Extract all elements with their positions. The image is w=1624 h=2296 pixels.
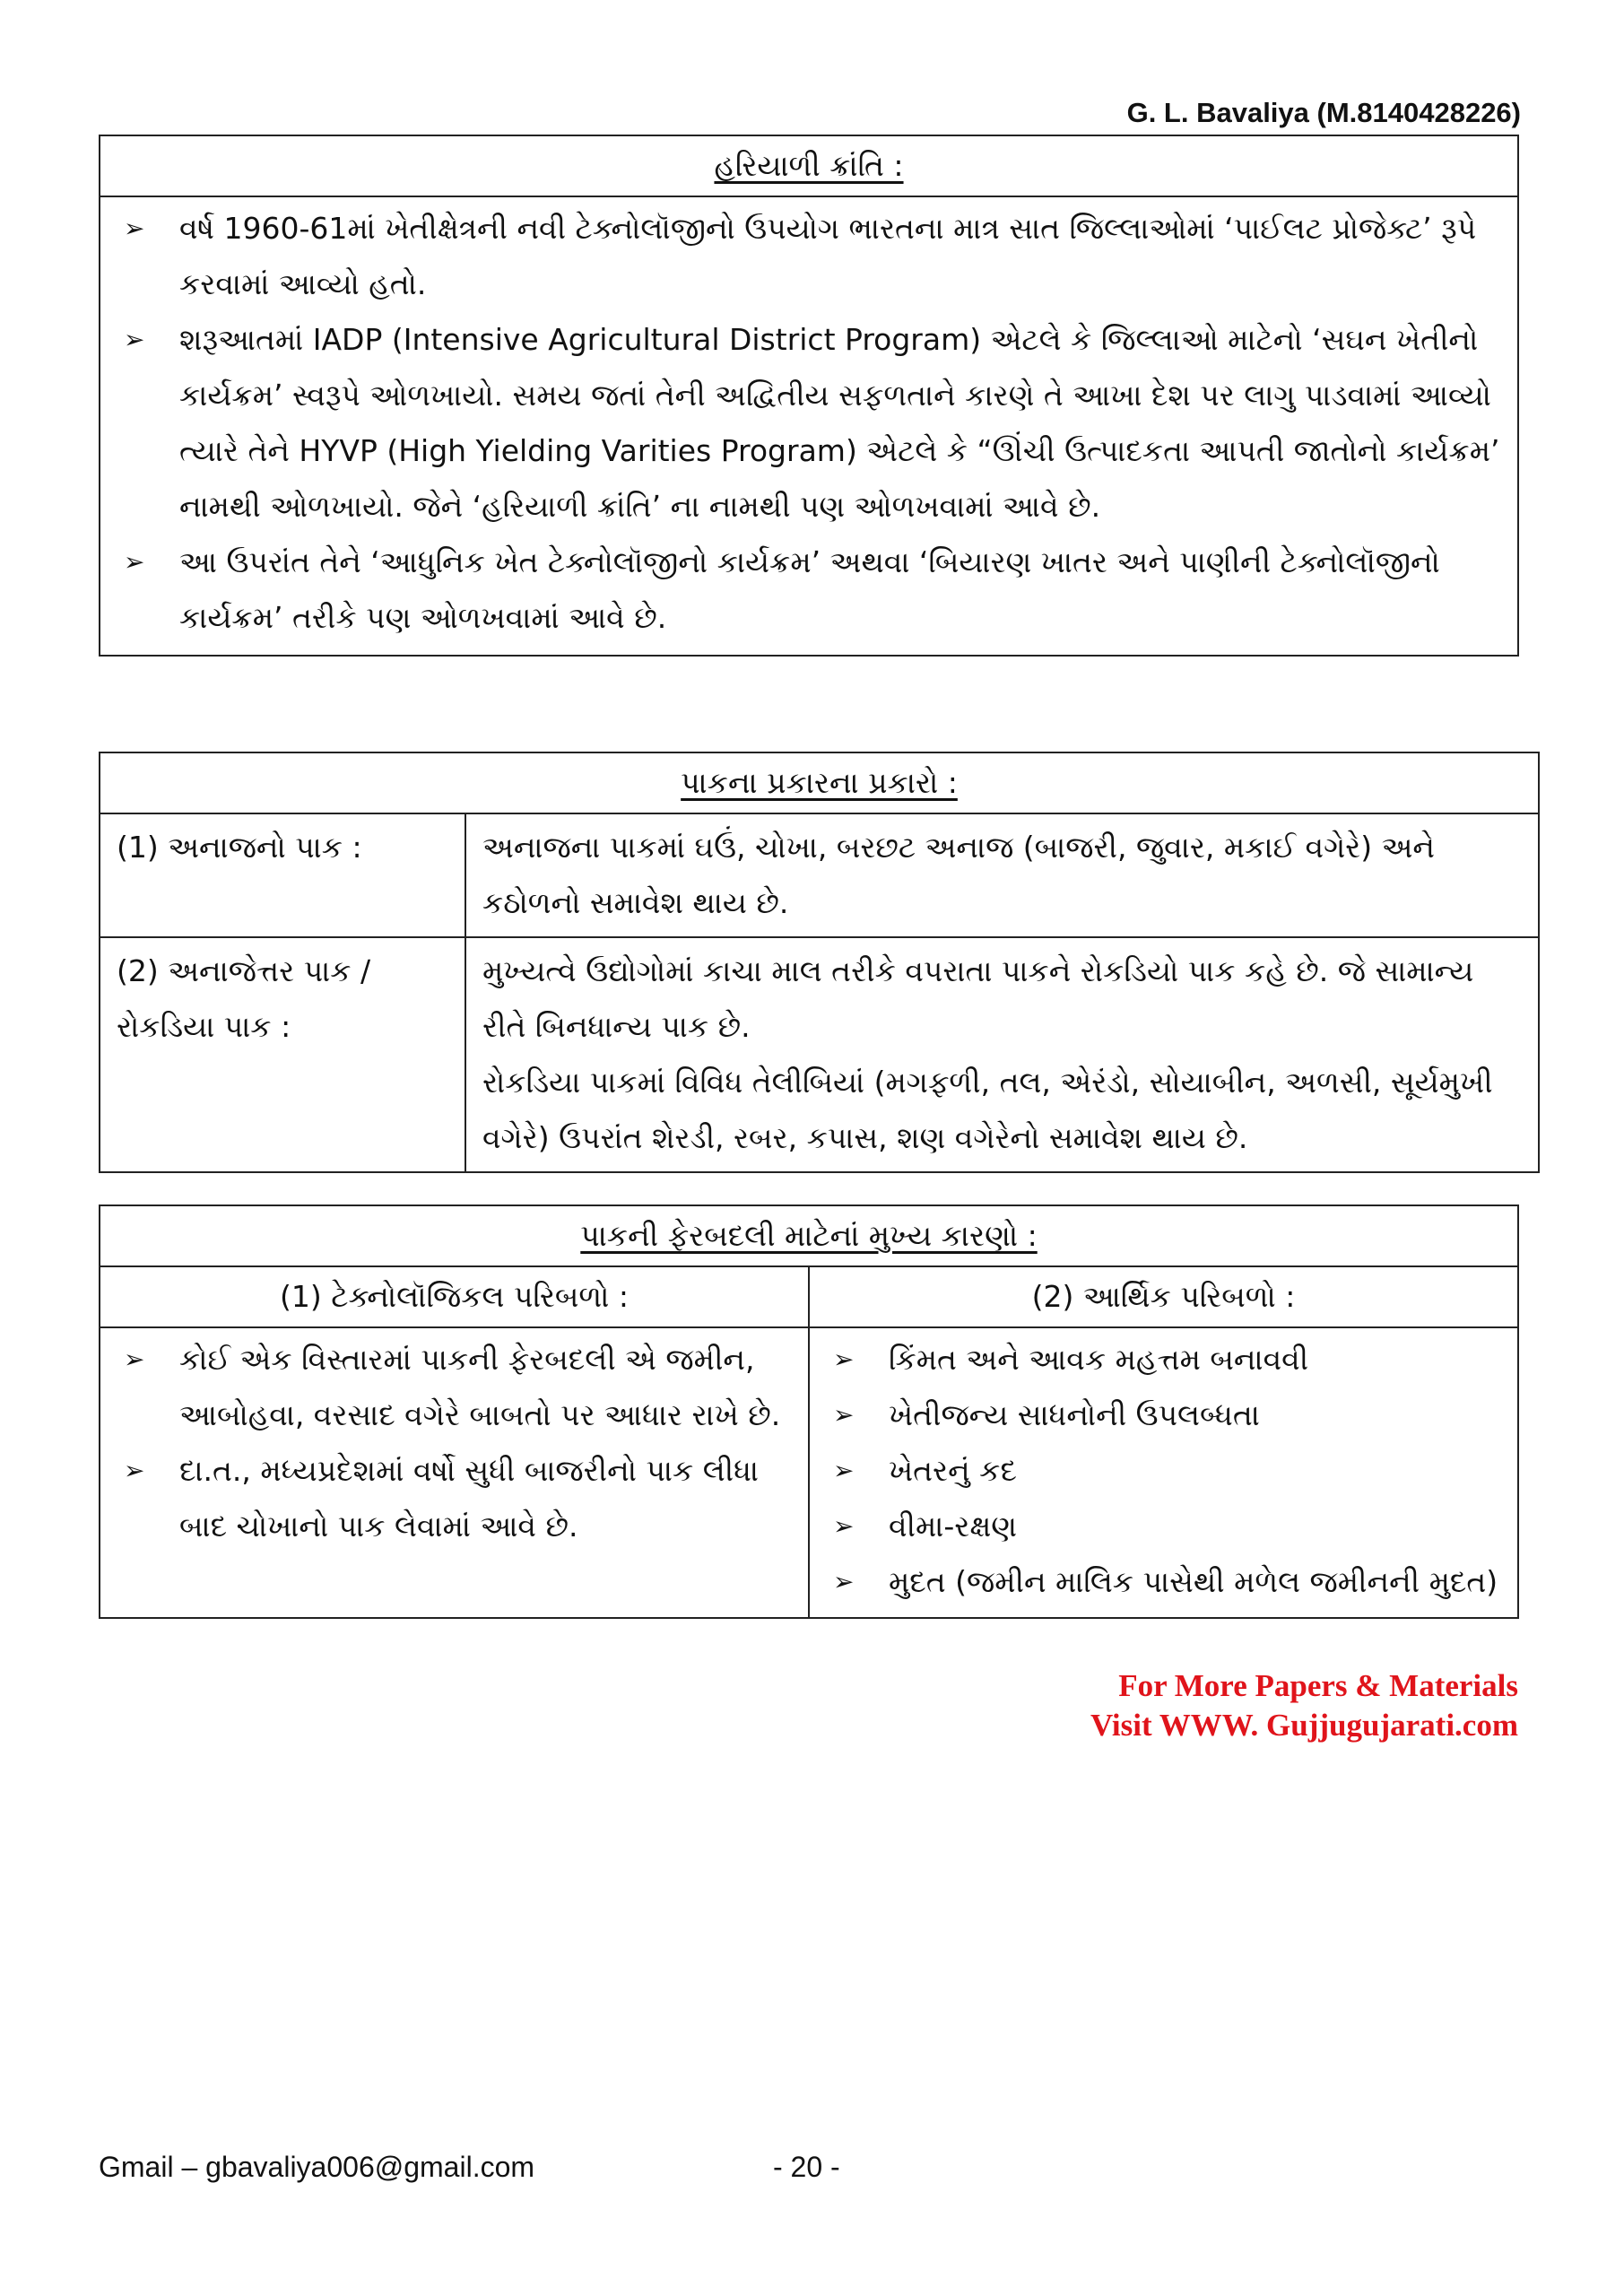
list-item: ➢ આ ઉપરાંત તેને ‘આધુનિક ખેત ટેક્નોલૉજીનો કાર્યક્રમ’ અથવા ‘બિયારણ ખાતર અને પાણીની ટેક્નોલૉજીનો કાર્યક્રમ’ તરીકે પણ ઓળખવામાં આવે છે. <box>117 535 1501 646</box>
row-desc: અનાજના પાકમાં ઘઉં, ચોખા, બરછટ અનાજ (બાજરી, જુવાર, મકાઈ વગેરે) અને કઠોળનો સમાવેશ થાય છે. <box>465 813 1539 937</box>
technological-factors <box>100 1327 809 1618</box>
list-item: ➢ શરૂઆતમાં IADP (Intensive Agricultural District Program) એટલે કે જિલ્લાઓ માટેનો ‘સઘન ખેતીનો કાર્યક્રમ’ સ્વરૂપે ઓળખાયો. સમય જતાં તેની અદ્વિતીય સફળતાને કારણે તે આખા દેશ પર લાગુ પાડવામાં આવ્યો ત્યારે તેને HYVP (High Yielding Varities Program) એટલે કે “ઊંચી ઉત્પાદકતા આપતી જાતોનો કાર્યક્રમ’ નામથી ઓળખાયો. જેને ‘હરિયાળી ક્રાંતિ’ ના નામથી પણ ઓળખવામાં આવે છે. <box>117 312 1501 535</box>
list-item: ➢ ખેતરનું કદ <box>826 1443 1501 1499</box>
table-row <box>100 813 1539 937</box>
table-row <box>100 937 1539 1172</box>
economic-factors <box>809 1327 1518 1618</box>
section-body <box>100 196 1518 656</box>
author-header: G. L. Bavaliya (M.8140428226) <box>1126 97 1521 128</box>
section-title: પાકના પ્રકારના પ્રકારો : <box>100 752 1539 813</box>
list-item: ➢ મુદત (જમીન માલિક પાસેથી મળેલ જમીનની મુદત) <box>826 1554 1501 1610</box>
crop-types-box <box>99 752 1540 1173</box>
list-item: ➢ કોઈ એક વિસ્તારમાં પાકની ફેરબદલી એ જમીન, આબોહવા, વરસાદ વગેરે બાબતો પર આધાર રાખે છે. <box>117 1332 792 1443</box>
list-item: ➢ ખેતીજન્ય સાધનોની ઉપલબ્ધતા <box>826 1387 1501 1443</box>
row-label: (2) અનાજેત્તર પાક / રોકડિયા પાક : <box>100 937 465 1172</box>
green-revolution-box <box>99 135 1519 657</box>
list-item: ➢ વર્ષ 1960-61માં ખેતીક્ષેત્રની નવી ટેક્નોલૉજીનો ઉપયોગ ભારતના માત્ર સાત જિલ્લાઓમાં ‘પાઈલટ પ્રોજેક્ટ’ રૂપે કરવામાં આવ્યો હતો. <box>117 201 1501 312</box>
list-item: ➢ વીમા-રક્ષણ <box>826 1499 1501 1554</box>
list-item: ➢ કિંમત અને આવક મહત્તમ બનાવવી <box>826 1332 1501 1387</box>
promo-text: For More Papers & Materials Visit WWW. Gujjugujarati.com <box>1090 1666 1518 1745</box>
section-title: પાકની ફેરબદલી માટેનાં મુખ્ય કારણો : <box>100 1205 1518 1266</box>
column-heading: (2) આર્થિક પરિબળો : <box>809 1266 1518 1327</box>
row-desc: મુખ્યત્વે ઉદ્યોગોમાં કાચા માલ તરીકે વપરાતા પાકને રોકડિયો પાક કહે છે. જે સામાન્ય રીતે બિનધાન્ય પાક છે. રોકડિયા પાકમાં વિવિધ તેલીબિયાં (મગફળી, તલ, એરંડો, સોયાબીન, અળસી, સૂર્યમુખી વગેરે) ઉપરાંત શેરડી, રબર, કપાસ, શણ વગેરેનો સમાવેશ થાય છે. <box>465 937 1539 1172</box>
promo-link[interactable]: Visit WWW. Gujjugujarati.com <box>1090 1708 1518 1743</box>
page-number: - 20 - <box>773 2151 840 2183</box>
list-item: ➢ દા.ત., મધ્યપ્રદેશમાં વર્ષો સુધી બાજરીનો પાક લીધા બાદ ચોખાનો પાક લેવામાં આવે છે. <box>117 1443 792 1554</box>
crop-rotation-box <box>99 1205 1519 1619</box>
row-label: (1) અનાજનો પાક : <box>100 813 465 937</box>
column-heading: (1) ટેક્નોલૉજિકલ પરિબળો : <box>100 1266 809 1327</box>
footer-email: Gmail – gbavaliya006@gmail.com <box>99 2151 535 2183</box>
section-title: હરિયાળી ક્રાંતિ : <box>100 135 1518 196</box>
